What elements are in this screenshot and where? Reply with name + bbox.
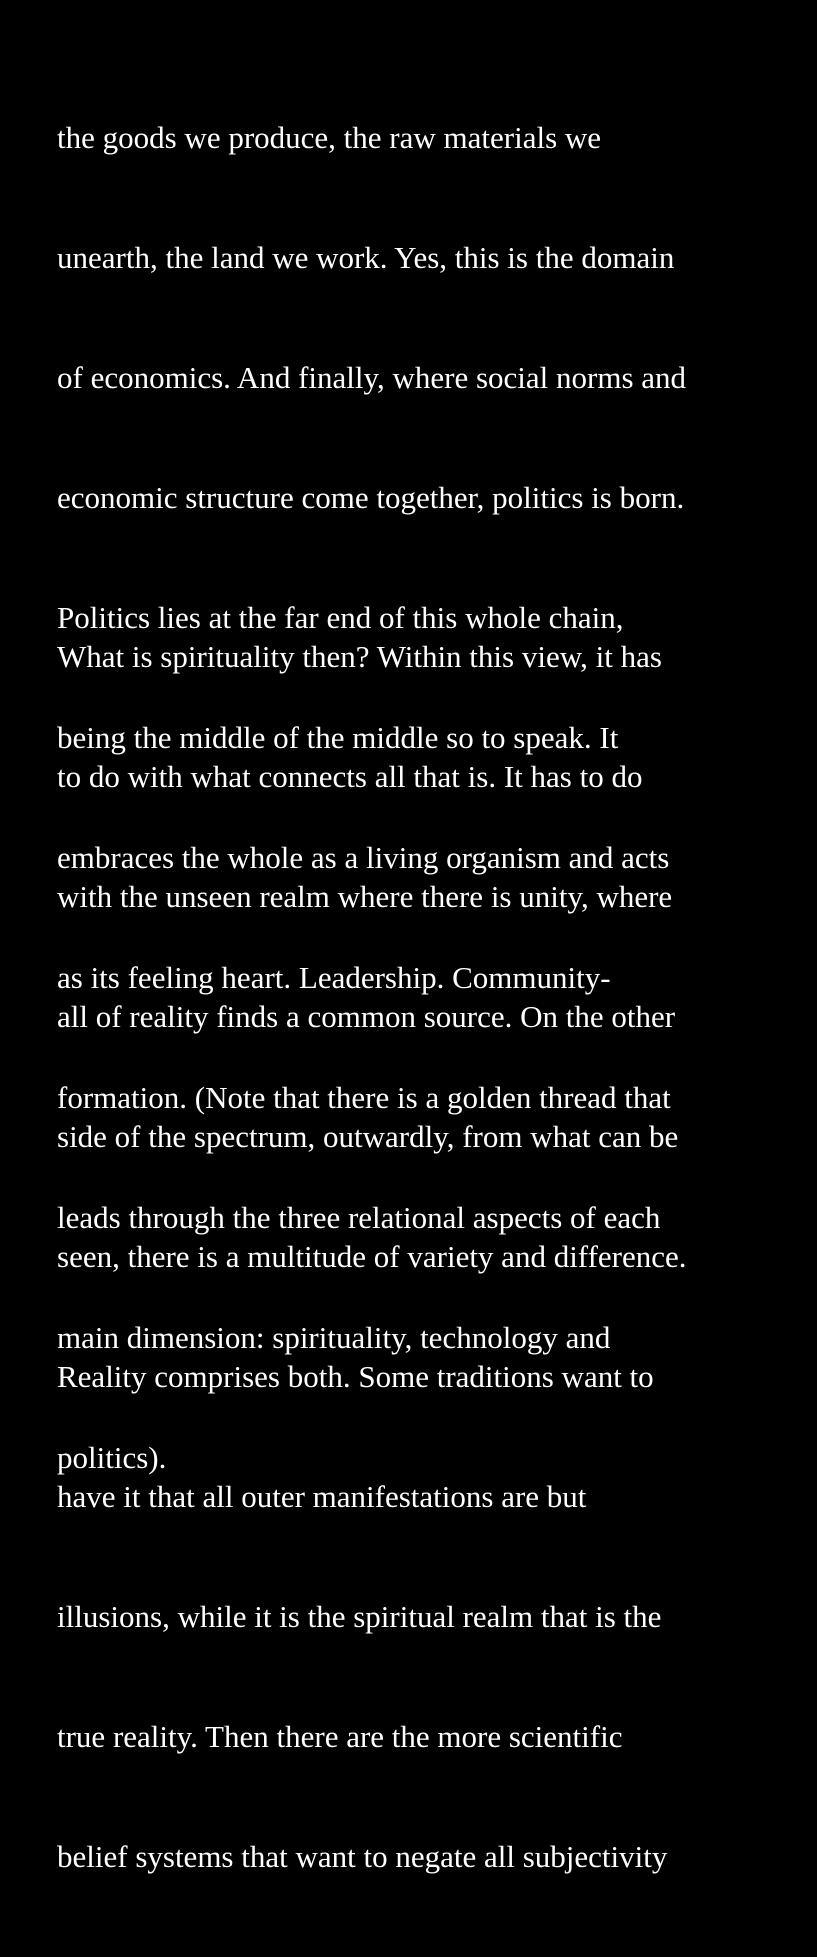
text-line: economic structure come together, politics is born. <box>57 480 685 515</box>
text-line: of economics. And finally, where social norms and <box>57 360 687 395</box>
text-line: formation. (Note that there is a golden thread that <box>57 1080 671 1115</box>
text-line: belief systems that want to negate all subjectivity <box>57 1839 668 1874</box>
text-line: as its feeling heart. Leadership. Community- <box>57 960 611 995</box>
text-line: to do with what connects all that is. It has to do <box>57 759 643 794</box>
text-line: What is spirituality then? Within this view, it has <box>57 639 662 674</box>
text-line: Reality comprises both. Some traditions want to <box>57 1359 654 1394</box>
text-line: Politics lies at the far end of this whole chain, <box>57 600 624 635</box>
text-line: with the unseen realm where there is unity, where <box>57 879 673 914</box>
text-line: politics). <box>57 1440 167 1475</box>
text-line: leads through the three relational aspects of each <box>57 1200 661 1235</box>
text-line: all of reality finds a common source. On the other <box>57 999 676 1034</box>
text-line: embraces the whole as a living organism and acts <box>57 840 670 875</box>
text-line: seen, there is a multitude of variety and difference. <box>57 1239 687 1274</box>
text-line: true reality. Then there are the more scientific <box>57 1719 623 1754</box>
text-line: side of the spectrum, outwardly, from what can be <box>57 1119 679 1154</box>
text-line: unearth, the land we work. Yes, this is the domain <box>57 240 675 275</box>
text-line: illusions, while it is the spiritual realm that is the <box>57 1599 662 1634</box>
text-line: have it that all outer manifestations are but <box>57 1479 587 1514</box>
text-line: the goods we produce, the raw materials we <box>57 120 602 155</box>
text-line: being the middle of the middle so to speak. It <box>57 720 619 755</box>
paragraph-spirituality <box>57 557 797 1957</box>
text-line: main dimension: spirituality, technology and <box>57 1320 611 1355</box>
